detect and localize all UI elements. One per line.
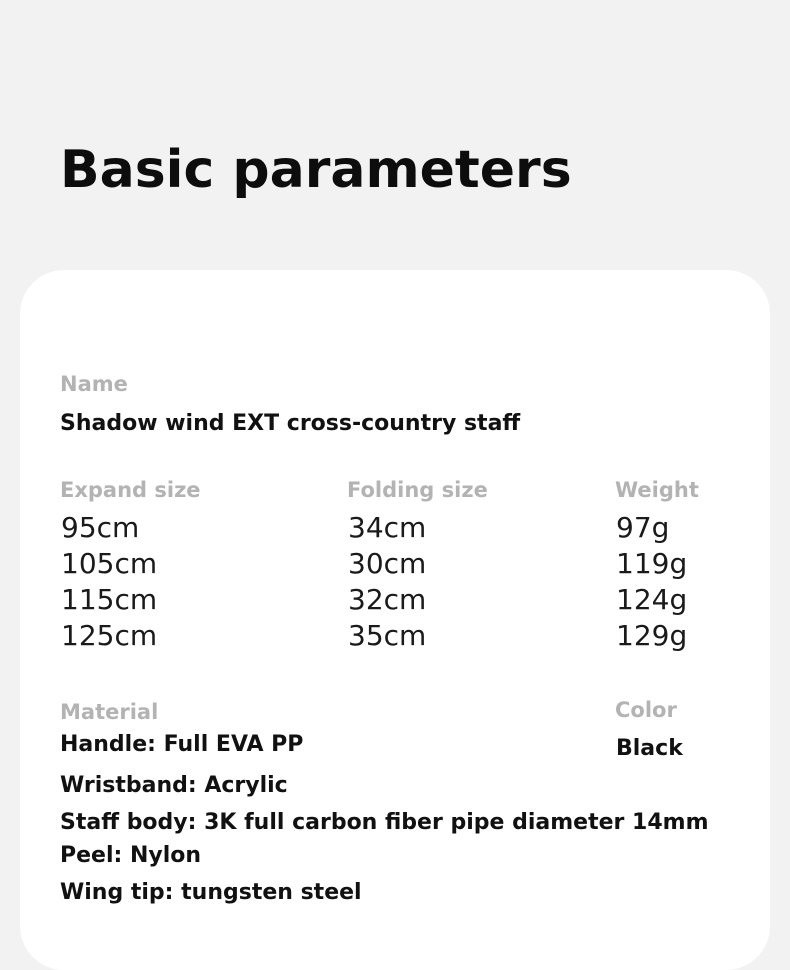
expand-size-header: Expand size: [60, 478, 201, 502]
expand-size-column: [61, 510, 157, 654]
weight-value: 129g: [616, 619, 688, 652]
weight-header: Weight: [615, 478, 699, 502]
name-label: Name: [60, 372, 128, 396]
material-item: Staff body: 3K full carbon fiber pipe diameter 14mm: [60, 810, 709, 835]
expand-size-value: 105cm: [61, 547, 158, 580]
folding-size-value: 32cm: [348, 583, 427, 616]
folding-size-header: Folding size: [347, 478, 488, 502]
weight-value: 119g: [616, 547, 688, 580]
weight-value: 97g: [616, 511, 670, 544]
folding-size-value: 30cm: [348, 547, 427, 580]
weight-value: 124g: [616, 583, 688, 616]
material-item: Handle: Full EVA PP: [60, 732, 304, 757]
material-item: Wristband: Acrylic: [60, 773, 288, 798]
color-label: Color: [615, 698, 677, 722]
folding-size-value: 35cm: [348, 619, 427, 652]
weight-column: [616, 510, 687, 654]
material-item: Wing tip: tungsten steel: [60, 880, 362, 905]
expand-size-value: 125cm: [61, 619, 158, 652]
page-title: Basic parameters: [60, 140, 572, 200]
expand-size-value: 115cm: [61, 583, 158, 616]
expand-size-value: 95cm: [61, 511, 140, 544]
color-value: Black: [616, 736, 683, 761]
folding-size-value: 34cm: [348, 511, 427, 544]
product-name: Shadow wind EXT cross-country staff: [60, 411, 521, 436]
material-item: Peel: Nylon: [60, 843, 202, 868]
folding-size-column: [348, 510, 426, 654]
material-label: Material: [60, 700, 159, 724]
